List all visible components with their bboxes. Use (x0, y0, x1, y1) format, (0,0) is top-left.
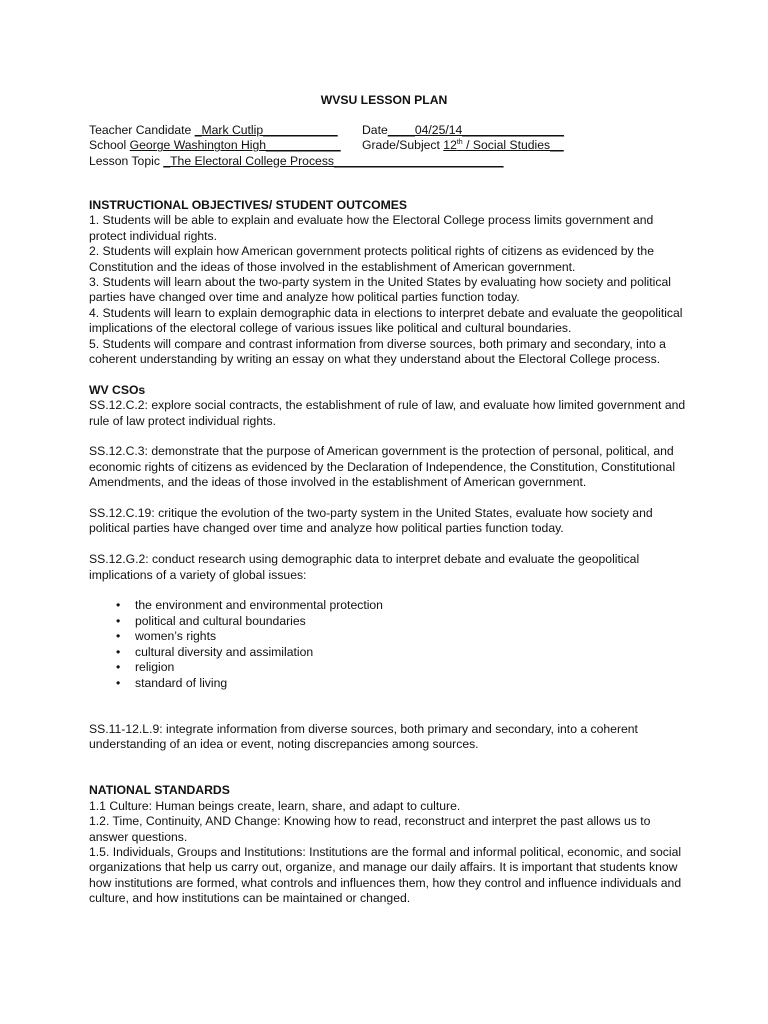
national-standards-heading: NATIONAL STANDARDS (89, 783, 230, 798)
topic-trail: _________________________ (334, 153, 504, 168)
cso-c3: SS.12.C.3: demonstrate that the purpose of American government is the protection of personal, political, and economic rights of citizens as evidenced by the Declaration of Independence, the Constitution, Constitutional Amendments, and the ideas of those involved in the establishment of American government. (89, 444, 676, 490)
teacher-label: Teacher Candidate (89, 123, 195, 137)
list-item: • religion (89, 660, 689, 675)
standard-item: 1.1 Culture: Human beings create, learn, share, and adapt to culture. (89, 798, 461, 813)
list-item: • women’s rights (89, 629, 689, 644)
list-item: • the environment and environmental protection (89, 598, 689, 613)
teacher-value: _Mark Cutlip___________ (194, 123, 338, 137)
grade-subject: / Social Studies (462, 138, 551, 153)
cso-c2: SS.12.C.2: explore social contracts, the establishment of rule of law, and evaluate how limited government and rule of law protect individual rights. (89, 398, 686, 428)
date-field (362, 123, 564, 138)
standard-item: 1.5. Individuals, Groups and Institutions: Institutions are the formal and informal political, economic, and social organizations that help us carry out, organize, and manage our daily affairs. It is important that students know how institutions are formed, what controls and influences them, how they control and influence individuals and culture, and how institutions can be maintained or changed. (89, 844, 682, 906)
global-issues-list (89, 598, 689, 690)
objective-item: 4. Students will learn to explain demographic data in elections to interpret debate and evaluate the geopolitical implications of the electoral college of various issues like political and cultural boundaries. (89, 305, 683, 336)
topic-value: _The Electoral College Process (163, 153, 335, 168)
school-label: School (89, 138, 130, 153)
lesson-body (89, 198, 689, 907)
objective-item: 5. Students will compare and contrast information from diverse sources, both primary and secondary, into a coherent understanding by writing an essay on what they understand about the Electoral College process. (89, 336, 666, 367)
cso-c19: SS.12.C.19: critique the evolution of the two-party system in the United States, evaluate how society and political parties have changed over time and analyze how political parties function today. (89, 506, 653, 536)
header-row-teacher-date (89, 123, 689, 138)
header-row-school-grade (89, 138, 689, 153)
cso-l9: SS.11-12.L.9: integrate information from diverse sources, both primary and secondary, into a coherent understanding of an idea or event, noting discrepancies among sources. (89, 721, 638, 752)
objective-item: 3. Students will learn about the two-party system in the United States by evaluating how society and political parties have changed over time and analyze how political parties function today. (89, 275, 671, 305)
objectives-heading: INSTRUCTIONAL OBJECTIVES/ STUDENT OUTCOMES (89, 198, 408, 212)
school-field (89, 138, 362, 153)
teacher-field (89, 123, 362, 138)
grade-field (362, 138, 564, 153)
topic-label: Lesson Topic (89, 153, 164, 168)
objective-item: 1. Students will be able to explain and evaluate how the Electoral College process limits government and protect individual rights. (89, 213, 654, 243)
school-value: George Washington High___________ (129, 138, 341, 153)
date-value: ____04/25/14____ (387, 123, 490, 137)
list-item: • political and cultural boundaries (89, 614, 689, 629)
csos-heading: WV CSOs (89, 382, 146, 397)
list-item: • standard of living (89, 676, 689, 691)
standard-item: 1.2. Time, Continuity, AND Change: Knowing how to read, reconstruct and interpret the past allows us to answer questions. (89, 814, 651, 844)
date-trail: ___________ (489, 123, 564, 137)
page-title: WVSU LESSON PLAN (320, 93, 448, 107)
cso-g2: SS.12.G.2: conduct research using demographic data to interpret debate and evaluate the geopolitical implications of a variety of global issues: (89, 552, 640, 582)
objective-item: 2. Students will explain how American government protects political rights of citizens as evidenced by the Constitution and the ideas of those involved in the establishment of American government. (89, 244, 654, 274)
date-label: Date (362, 123, 388, 137)
header-row-topic (89, 154, 689, 169)
grade-label: Grade/Subject (362, 138, 444, 153)
grade-number: 12 (443, 138, 457, 153)
list-item: • cultural diversity and assimilation (89, 645, 689, 660)
topic-field (89, 154, 503, 169)
grade-value (443, 138, 550, 152)
grade-trail: __ (550, 138, 564, 153)
header-fields (89, 123, 689, 169)
grade-superscript: th (456, 139, 463, 147)
